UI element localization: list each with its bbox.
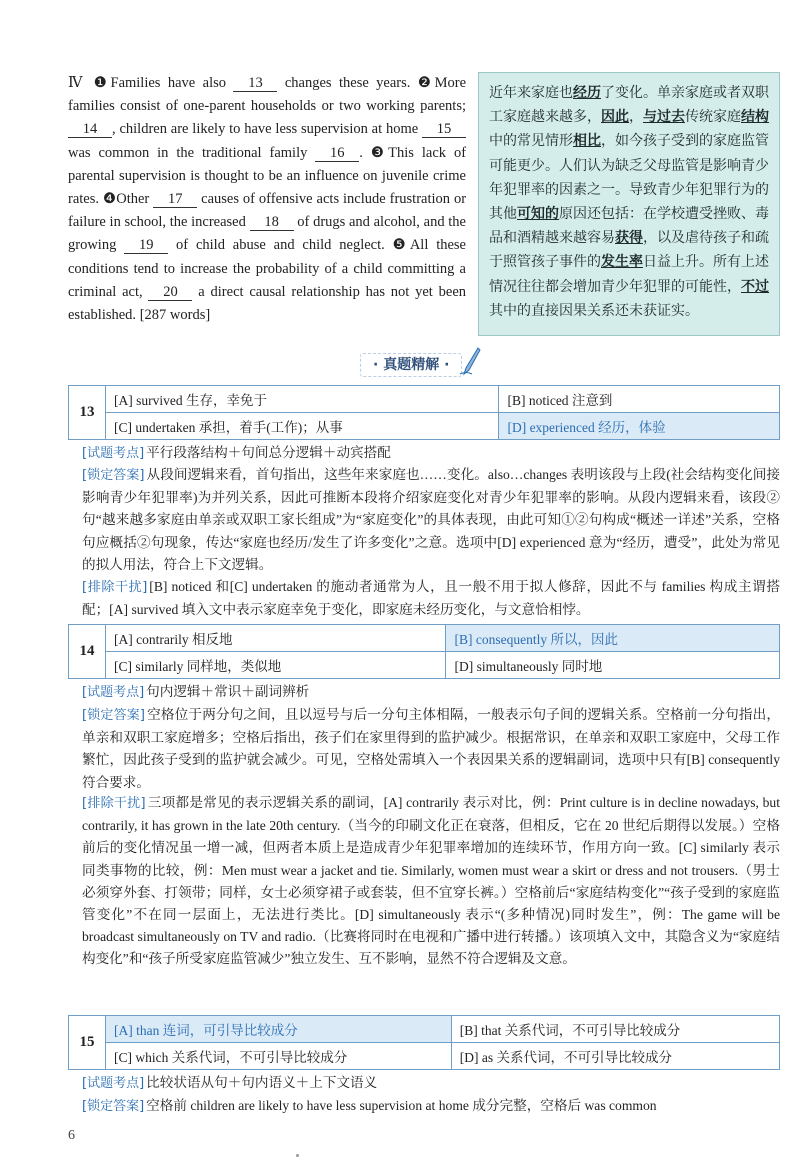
option-a: [A] survived 生存，幸免于 [106,386,499,413]
blank-14: 14 [68,121,112,138]
blank-20: 20 [148,284,192,301]
q13-distractors [82,576,780,621]
label-topic: [试题考点] [82,1076,145,1091]
blank-15: 15 [422,121,466,138]
blank-19: 19 [124,237,168,254]
trans-keyword: 发生率 [601,254,643,271]
sentence-4b: causes of offensive acts include frustration or failure in school, the increased [68,191,467,231]
blank-16: 16 [315,145,359,162]
sentence-2c: was common in the traditional family [68,144,308,161]
trans-text: ，以及虐待孩子和疏于照管孩子事件的 [489,230,769,271]
q13-answer [82,464,780,576]
trans-keyword: 相比 [573,133,601,150]
label-answer: [锁定答案] [82,708,145,723]
passage-text [68,72,466,327]
sentence-4c: of drugs and alcohol, and the growing [68,214,466,254]
q15-answer [82,1095,780,1118]
options-table-14 [68,624,780,679]
question-number: 15 [69,1016,106,1070]
question-number: 14 [69,625,106,679]
trans-text: ， [629,109,643,126]
trans-keyword: 获得 [615,230,643,247]
options-table-15 [68,1015,780,1070]
sentence-marker: ❸ [370,144,389,161]
section-roman: Ⅳ [68,75,87,91]
topic-text: 平行段落结构＋句间总分逻辑＋动宾搭配 [146,445,391,460]
sentence-3: This lack of parental supervision is thought to be an influence on juvenile crime rates. [68,144,467,208]
trans-keyword: 经历 [573,85,601,101]
option-c: [C] which 关系代词，不可引导比较成分 [106,1043,452,1070]
trans-text: 近年来家庭也 [489,85,573,101]
topic-text: 比较状语从句＋句内语义＋上下文语义 [146,1075,378,1090]
answer-text: 空格位于两分句之间，且以逗号与后一分句主体相隔，一般表示句子间的逻辑关系。空格前一分句指出，单亲和双职工家庭增多；空格后指出，孩子们在家里得到的监护减少。根据常识，在单亲和双职工家庭中，父母工作繁忙，因此孩子受到的监护就会减少。可见，空格处需填入一个表因果关系的逻辑副词，选项中只有[B] consequently 符合要求。 [82,707,780,790]
trans-text: 其中的直接因果关系还未获证实。 [489,302,699,319]
q14-distractors [82,792,780,971]
trans-keyword: 因此 [601,109,629,126]
blank-17: 17 [153,191,197,208]
sentence-2d: . [359,144,363,161]
topic-text: 句内逻辑＋常识＋副词辨析 [146,684,310,699]
answer-text: 从段间逻辑来看，首句指出，这些年来家庭也……变化。also…changes 表明该段与上段(社会结构变化间接影响青少年犯罪率)为并列关系，因此可推断本段将介绍家庭变化对青少年犯罪率的影响。从段内逻辑来看，该段②句“越来越多家庭由单亲或双职工家长组成”为“家庭变化”的具体表现，由此可知①②句构成“概述一详述”关系，空格句应概括②句现象，传达“家庭也经历/发生了许多变化”之意。选项中[D] experienced 意为“经历，遭受”，此处为常见的拟人用法，符合上下文逻辑。 [82,467,780,572]
option-b: [B] that 关系代词，不可引导比较成分 [451,1016,779,1043]
options-table-13 [68,385,780,440]
trans-text: 日益上升。所有上述情况往往都会增加青少年犯罪的可能性， [489,254,769,295]
option-a: [A] contrarily 相反地 [106,625,446,652]
answer-text: 空格前 children are likely to have less supervision at home 成分完整，空格后 was common [146,1098,657,1113]
sentence-5b: a direct causal relationship has not yet been established. [68,283,467,324]
label-answer: [锁定答案] [82,468,145,483]
q15-topic [82,1072,780,1095]
pen-icon [458,346,482,376]
label-topic: [试题考点] [82,446,145,461]
sentence-marker: ❺ [392,237,410,254]
distractor-text: [B] noticed 和[C] undertaken 的施动者通常为人，且一般不用于拟人修辞，因此不与 families 构成主谓搭配；[A] survived 填入文中表示家庭幸免于变化，即家庭未经历变化，与文意恰相悖。 [82,579,780,618]
option-b: [B] noticed 注意到 [499,386,780,413]
trans-text: 传统家庭 [685,109,741,126]
sentence-2b: , children are likely to have less supervision at home [112,121,419,138]
label-distractor: [排除干扰] [82,796,146,811]
sentence-marker: ❶ [93,75,111,91]
blank-13: 13 [233,75,277,92]
option-d: [D] as 关系代词，不可引导比较成分 [451,1043,779,1070]
label-topic: [试题考点] [82,685,145,700]
option-d: [D] simultaneously 同时地 [446,652,780,679]
sentence-4a: Other [116,191,150,208]
option-b-correct: [B] consequently 所以，因此 [446,625,780,652]
word-count: [287 words] [139,307,211,324]
q13-topic [82,442,780,465]
distractor-text: 三项都是常见的表示逻辑关系的副词，[A] contrarily 表示对比，例：Print culture is in decline nowadays, but contrarily, it has grown in the late 20th century.（当今的印刷文化正在衰落，但相反，它在 20 世纪后期得以发展。）空格前后的变化情况虽一增一减，但两者本质上是造成青少年犯罪率增加的连续环节，作用方向一致。[C] similarly 表示同类事物的比较，例：Men must wear a jacket and tie. Similarly, women must wear a skirt or dress and not trousers.（男士必须穿外套、打领带；同样，女士必须穿裙子或套装，但不宜穿长裤。）空格前后“家庭结构变化”“孩子受到的家庭监管变化”不在同一层面上，无法进行类比。[D] simultaneously 表示“(多种情况)同时发生”，例：The game will be broadcast simultaneously on TV and radio.（比赛将同时在电视和广播中进行转播。）该项填入文中，其隐含义为“家庭结构变化”和“孩子所受家庭监管减少”独立发生、互不影响，显然不符合逻辑及文意。 [82,795,781,967]
footer-dot [296,1154,299,1157]
sentence-marker: ❹ [102,191,117,208]
sentence-1a: Families have also [110,75,227,91]
label-answer: [锁定答案] [82,1099,145,1114]
section-banner: · 真题精解 · [360,353,462,377]
trans-keyword: 结构 [741,109,769,126]
option-d-correct: [D] experienced 经历，体验 [499,413,780,440]
option-c: [C] undertaken 承担，着手(工作)；从事 [106,413,499,440]
trans-keyword: 可知的 [517,206,559,223]
option-a-correct: [A] than 连词，可引导比较成分 [106,1016,452,1043]
trans-text: 原因还包括：在学校遭受挫败、毒品和酒精越来越容易 [489,206,769,247]
sentence-5a: All these conditions tend to increase the probability of a child committing a criminal act, [68,237,466,300]
q14-answer [82,704,780,794]
label-distractor: [排除干扰] [82,580,148,595]
question-number: 13 [69,386,106,440]
sentence-4d: of child abuse and child neglect. [176,237,385,254]
trans-keyword: 与过去 [643,109,685,126]
sentence-marker: ❷ [417,75,435,91]
sentence-1b: changes these years. [284,75,411,91]
option-c: [C] similarly 同样地，类似地 [106,652,446,679]
q14-topic [82,681,780,704]
sentence-2a: More families consist of one-parent households or two working parents; [68,75,467,115]
trans-text: 了变化。单亲家庭或者双职工家庭越来越多， [489,85,769,126]
page-number: 6 [68,1128,75,1143]
trans-text: ，如今孩子受到的家庭监管可能更少。人们认为缺乏父母监管是影响青少年犯罪率的因素之一。导致青少年犯罪行为的其他 [489,133,769,223]
trans-keyword: 不过 [741,278,769,295]
blank-18: 18 [250,214,294,231]
translation-box [478,72,780,336]
trans-text: 中的常见情形 [489,133,573,150]
